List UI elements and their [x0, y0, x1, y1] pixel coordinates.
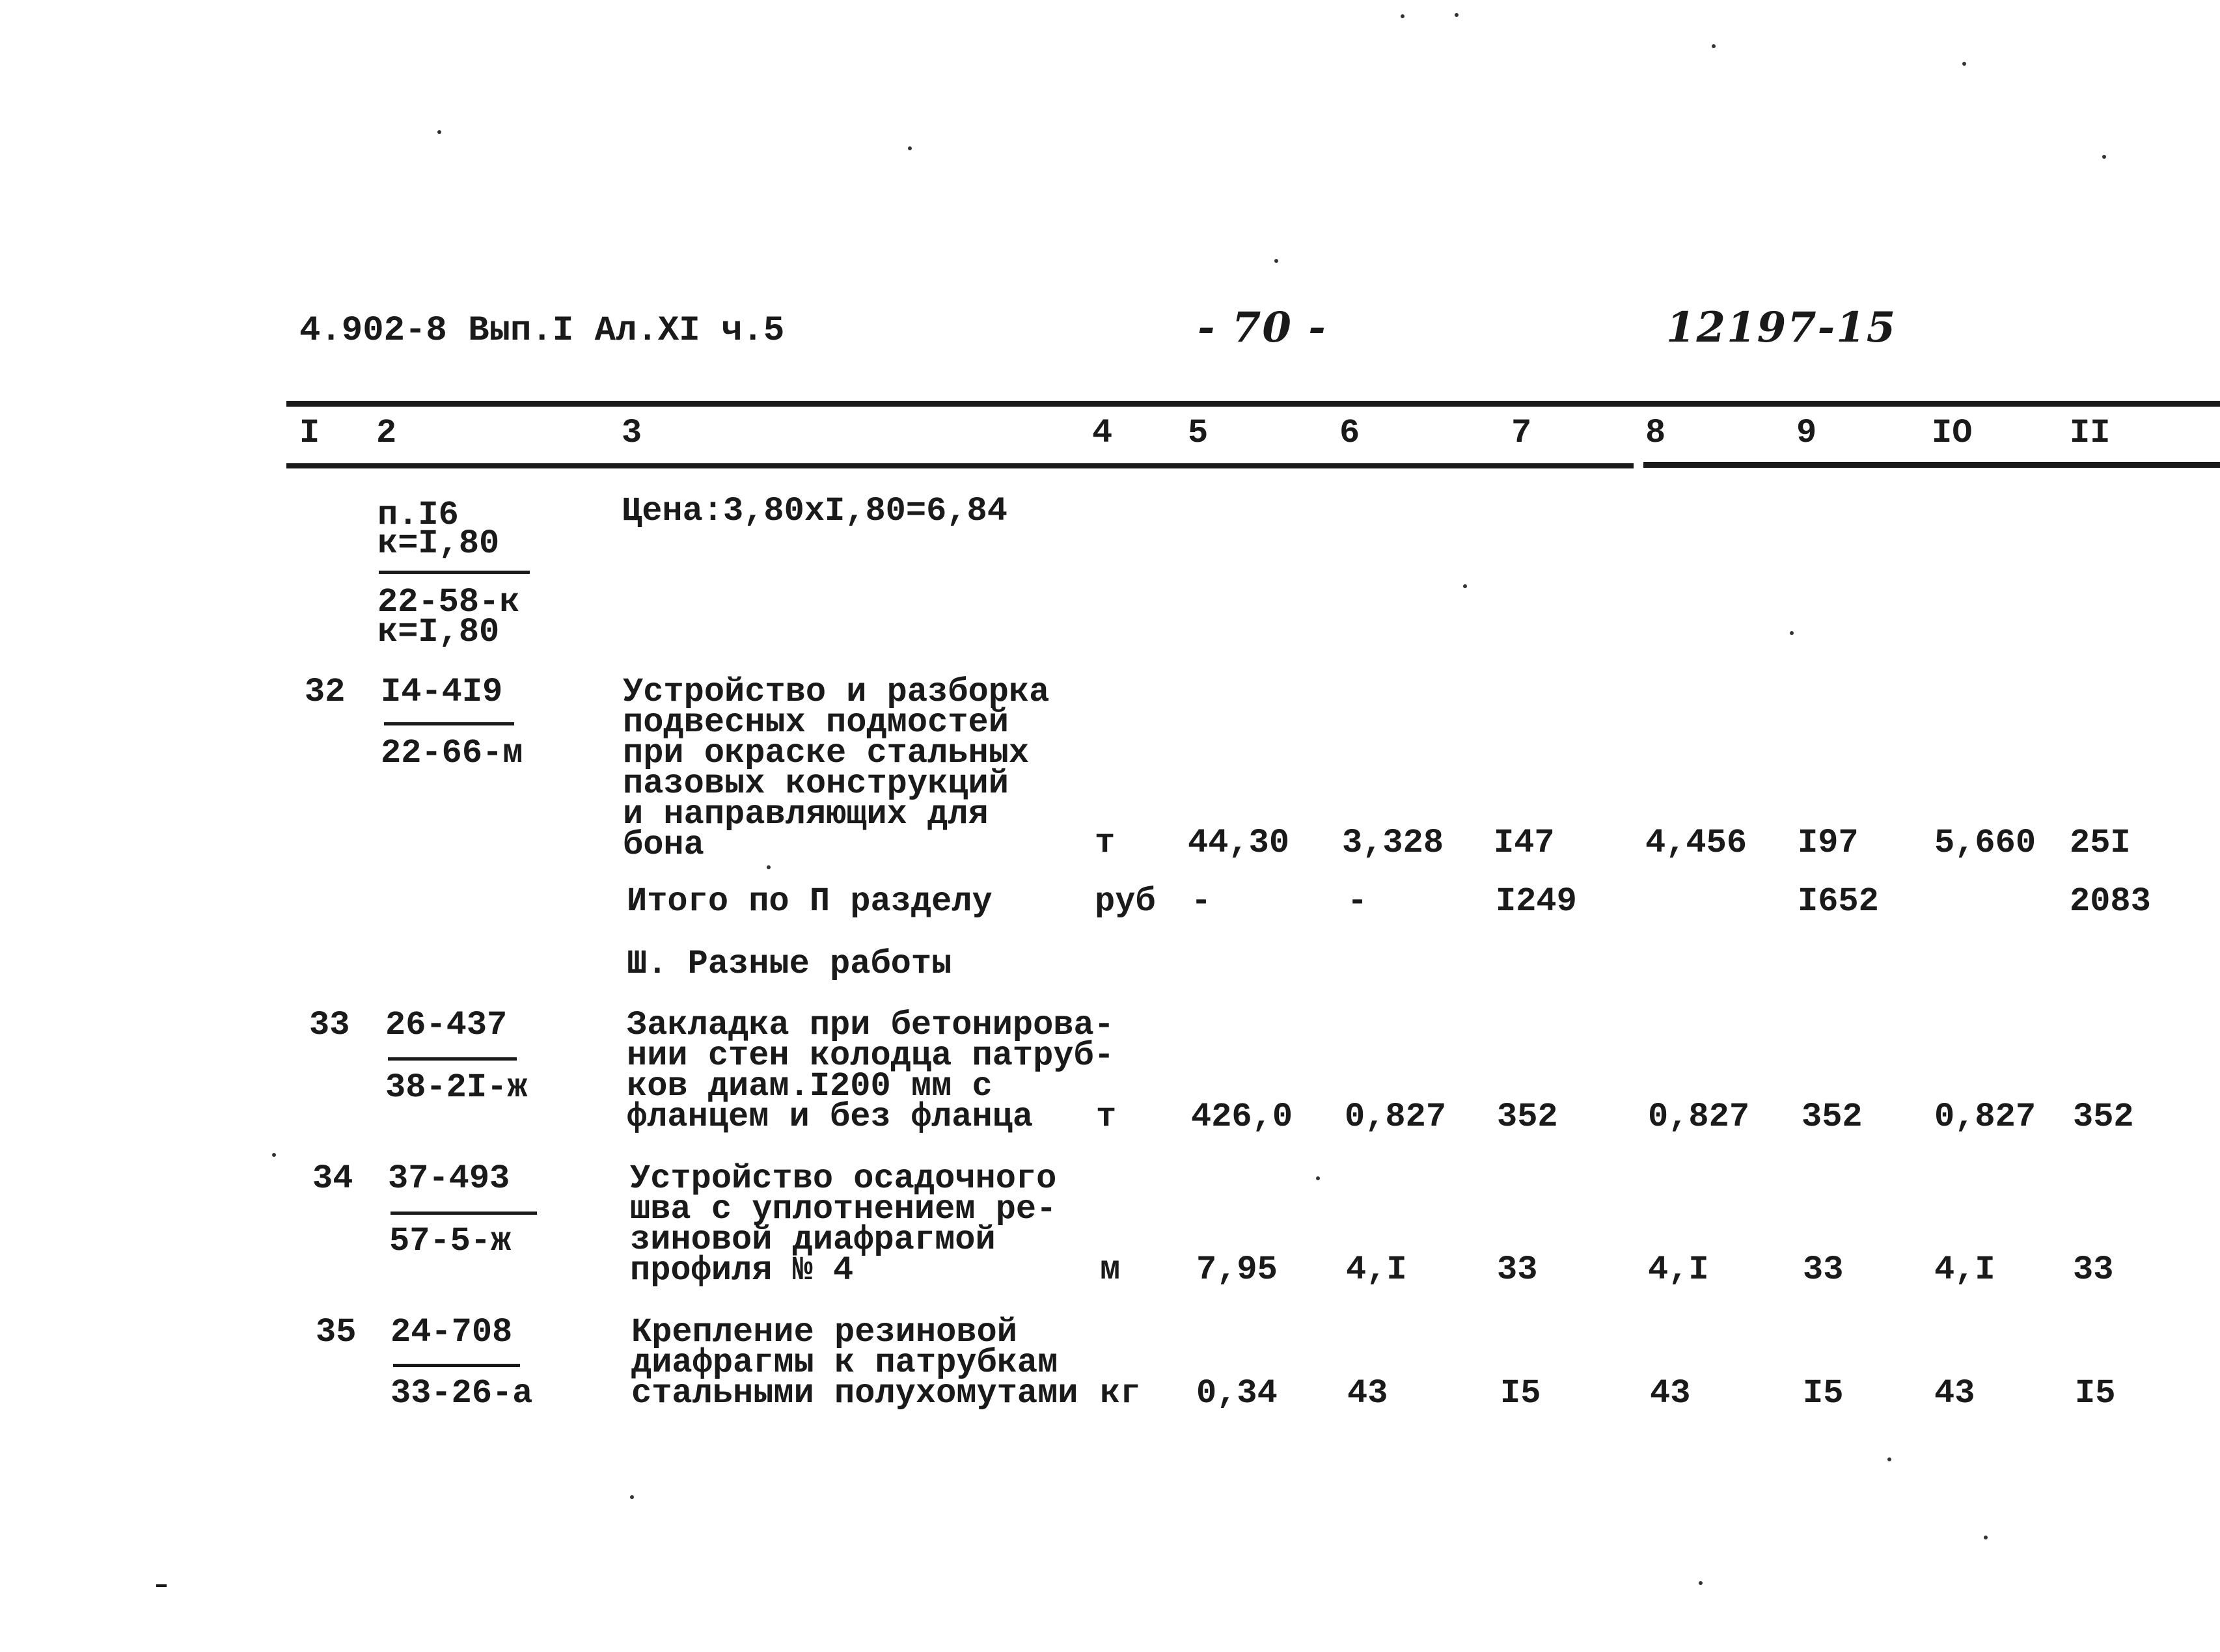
- row-code-top: I4-4I9: [381, 673, 503, 711]
- scan-speck: [1463, 584, 1467, 588]
- scan-speck: [1962, 62, 1966, 66]
- row-col5: 44,30: [1188, 824, 1290, 862]
- row-unit: м: [1100, 1251, 1121, 1289]
- row-description-line: Устройство осадочного: [630, 1159, 1057, 1198]
- note-price: Цена:3,80хI,80=6,84: [622, 492, 1007, 530]
- row-col6: 3,328: [1342, 824, 1444, 862]
- note-code-bottom: 22-58-к: [377, 583, 520, 621]
- row-description-line: при окраске стальных: [623, 734, 1030, 772]
- scan-speck: [156, 1584, 167, 1587]
- row-number: 35: [316, 1313, 357, 1351]
- header-bottom-rule-right: [1643, 462, 2220, 468]
- row-col8: 43: [1650, 1374, 1691, 1413]
- col-header-5: 5: [1188, 414, 1209, 452]
- note-coef-bottom: к=I,80: [377, 613, 500, 651]
- scan-speck: [767, 865, 771, 869]
- row-col5: 0,34: [1196, 1374, 1278, 1413]
- row-code-bottom: 57-5-ж: [389, 1222, 512, 1260]
- row-col7: I5: [1500, 1374, 1541, 1413]
- header-top-rule: [286, 401, 2220, 407]
- row-description-line: ков диам.I200 мм с: [627, 1067, 993, 1105]
- note-fraction-line: [379, 571, 530, 574]
- row-col9: 352: [1802, 1098, 1863, 1136]
- row-description: [630, 1159, 1057, 1290]
- row-col8: 4,I: [1648, 1251, 1709, 1289]
- row-col9: I5: [1803, 1374, 1844, 1413]
- row-col11: 352: [2073, 1098, 2134, 1136]
- total-col6: -: [1347, 882, 1368, 921]
- col-header-4: 4: [1092, 414, 1113, 452]
- header-bottom-rule-left: [286, 463, 1634, 468]
- row-col11: 33: [2073, 1251, 2114, 1289]
- col-header-6: 6: [1339, 414, 1360, 452]
- total-col7: I249: [1496, 882, 1577, 921]
- row-number: 32: [305, 673, 346, 711]
- row-fraction-line: [391, 1212, 537, 1215]
- row-col7: 33: [1497, 1251, 1538, 1289]
- row-col9: 33: [1803, 1251, 1844, 1289]
- total-col5: -: [1191, 882, 1212, 921]
- row-col11: 25I: [2070, 824, 2131, 862]
- col-header-7: 7: [1511, 414, 1532, 452]
- col-header-8: 8: [1645, 414, 1666, 452]
- scan-speck: [1316, 1176, 1320, 1180]
- row-description-line: диафрагмы к патрубкам: [631, 1344, 1058, 1382]
- row-col6: 0,827: [1345, 1098, 1447, 1136]
- row-code-bottom: 22-66-м: [381, 734, 523, 772]
- row-col7: I47: [1494, 824, 1555, 862]
- scan-speck: [1712, 44, 1716, 48]
- row-code-top: 37-493: [388, 1159, 510, 1198]
- sheet-number: 12197-15: [1666, 303, 1897, 352]
- row-description-line: Устройство и разборка: [623, 673, 1050, 711]
- row-fraction-line: [393, 1364, 520, 1367]
- scan-speck: [1887, 1457, 1891, 1461]
- row-col10: 43: [1934, 1374, 1975, 1413]
- row-unit: кг: [1100, 1374, 1141, 1413]
- row-col10: 0,827: [1934, 1098, 2036, 1136]
- col-header-9: 9: [1796, 414, 1817, 452]
- row-col5: 426,0: [1191, 1098, 1293, 1136]
- scan-speck: [2102, 155, 2106, 159]
- section-title: Ш. Разные работы: [627, 945, 952, 983]
- row-unit: т: [1096, 1098, 1117, 1136]
- row-code-bottom: 38-2I-ж: [385, 1068, 528, 1107]
- col-header-11: II: [2070, 414, 2111, 452]
- col-header-2: 2: [376, 414, 397, 452]
- scan-speck: [1401, 14, 1405, 18]
- row-fraction-line: [388, 1057, 517, 1061]
- row-col7: 352: [1497, 1098, 1558, 1136]
- note-coef-top: к=I,80: [377, 524, 500, 563]
- row-description-line: пазовых конструкций: [623, 765, 1009, 803]
- row-description-line: бона: [623, 826, 704, 864]
- row-col8: 0,827: [1648, 1098, 1750, 1136]
- row-col9: I97: [1798, 824, 1859, 862]
- row-code-top: 24-708: [391, 1313, 513, 1351]
- row-description-line: шва с уплотнением ре-: [630, 1190, 1057, 1228]
- scan-speck: [437, 130, 441, 134]
- row-unit: т: [1095, 824, 1116, 862]
- scan-speck: [1790, 631, 1794, 635]
- doc-code: 4.902-8 Вып.I Ал.XI ч.5: [299, 311, 785, 351]
- total-col9: I652: [1798, 882, 1879, 921]
- row-description: [627, 1006, 1117, 1136]
- row-description-line: фланцем и без фланца: [627, 1098, 1034, 1136]
- note-code-top: п.I6: [377, 496, 459, 534]
- row-description-line: стальными полухомутами: [631, 1374, 1078, 1413]
- total-unit: руб: [1095, 882, 1156, 921]
- row-col8: 4,456: [1645, 824, 1747, 862]
- scan-speck: [272, 1153, 276, 1157]
- scan-speck: [1455, 13, 1459, 17]
- row-description-line: нии стен колодца патруб-: [627, 1036, 1114, 1075]
- row-description-line: Закладка при бетонирова-: [627, 1006, 1114, 1044]
- scan-speck: [1699, 1581, 1703, 1585]
- row-description-line: и направляющих для: [623, 795, 989, 833]
- total-col11: 2083: [2070, 882, 2151, 921]
- row-col10: 5,660: [1934, 824, 2036, 862]
- scan-speck: [1274, 259, 1278, 263]
- row-col11: I5: [2075, 1374, 2116, 1413]
- row-number: 33: [309, 1006, 350, 1044]
- scan-speck: [908, 146, 912, 150]
- total-label: Итого по П разделу: [627, 882, 993, 921]
- row-code-top: 26-437: [385, 1006, 508, 1044]
- row-description-line: подвесных подмостей: [623, 703, 1009, 742]
- row-description: [631, 1313, 1078, 1413]
- scan-speck: [630, 1495, 634, 1499]
- row-fraction-line: [384, 722, 514, 725]
- page-number: - 70 -: [1198, 303, 1327, 352]
- row-col6: 43: [1347, 1374, 1388, 1413]
- row-col5: 7,95: [1196, 1251, 1278, 1289]
- row-col6: 4,I: [1346, 1251, 1407, 1289]
- row-description-line: профиля № 4: [630, 1251, 854, 1290]
- row-description: [623, 673, 1050, 864]
- col-header-1: I: [299, 414, 320, 452]
- col-header-10: IO: [1932, 414, 1973, 452]
- row-description-line: зиновой диафрагмой: [630, 1221, 996, 1259]
- scan-speck: [1984, 1536, 1988, 1539]
- row-number: 34: [312, 1159, 353, 1198]
- row-col10: 4,I: [1934, 1251, 1995, 1289]
- row-description-line: Крепление резиновой: [631, 1313, 1017, 1351]
- row-code-bottom: 33-26-а: [391, 1374, 533, 1413]
- col-header-3: 3: [622, 414, 642, 452]
